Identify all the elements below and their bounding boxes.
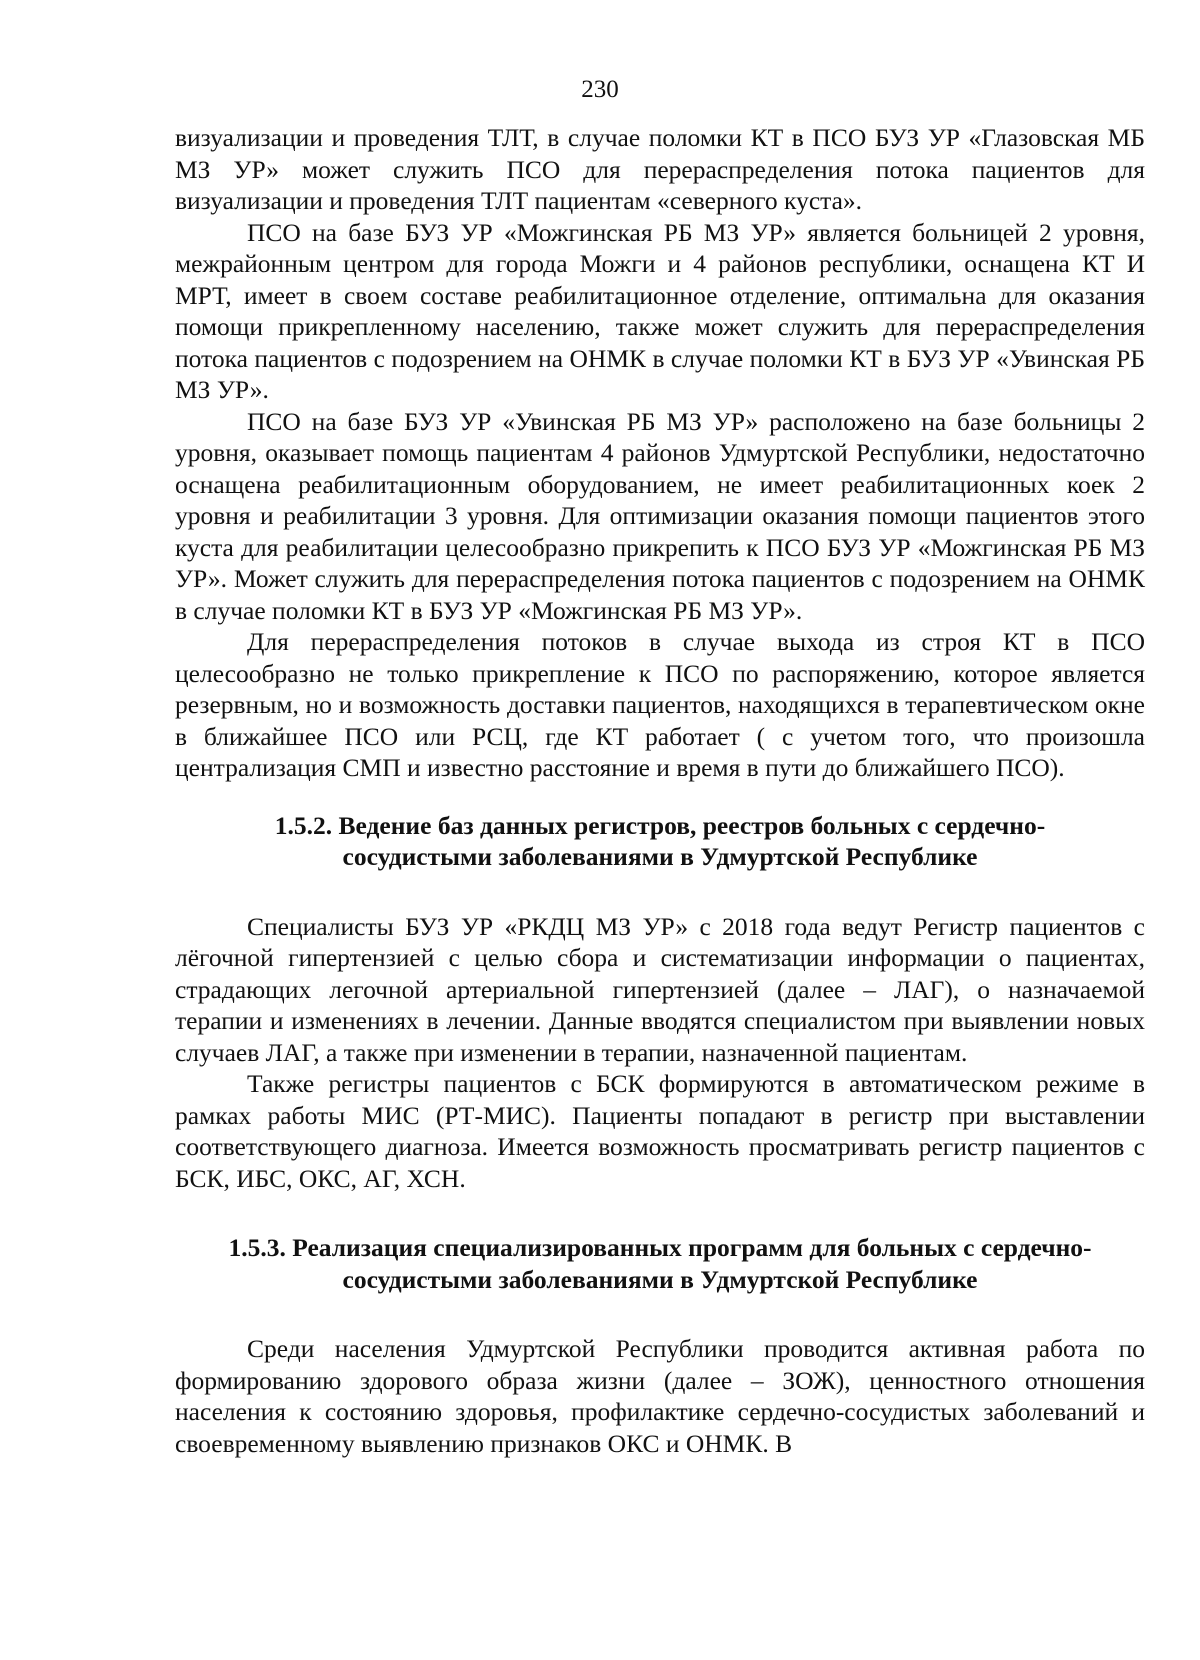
paragraph-ct-redistribution: Для перераспределения потоков в случае выхода из строя КТ в ПСО целесообразно не только прикрепление к ПСО по распоряжению, которое является резервным, но и возможность доставки пациентов, находящихся в терапевтическом окне в ближайшее ПСО или РСЦ, где КТ работает ( с учетом того, что произошла централизация СМП и известно расстояние и время в пути до ближайшего ПСО). (175, 627, 1145, 782)
paragraph-bsk-registry: Также регистры пациентов с БСК формируются в автоматическом режиме в рамках работы МИС (РТ-МИС). Пациенты попадают в регистр при выставлении соответствующего диагноза. Имеется возможность просматривать регистр пациентов с БСК, ИБС, ОКС, АГ, ХСН. (175, 1069, 1145, 1193)
section-heading-1-5-2 (175, 810, 1145, 873)
paragraph-healthy-lifestyle: Среди населения Удмуртской Республики проводится активная работа по формированию здорового образа жизни (далее – ЗОЖ), ценностного отношения населения к состоянию здоровья, профилактике сердечно-сосудистых заболеваний и своевременному выявлению признаков ОКС и ОНМК. В (175, 1334, 1145, 1458)
page-number: 230 (581, 76, 619, 103)
heading-line: 1.5.2. Ведение баз данных регистров, реестров больных с сердечно- (274, 810, 1046, 840)
paragraph-lag-registry: Специалисты БУЗ УР «РКДЦ МЗ УР» с 2018 года ведут Регистр пациентов с лёгочной гипертензией с целью сбора и систематизации информации о пациентах, страдающих легочной артериальной гипертензией (далее – ЛАГ), о назначаемой терапии и изменениях в лечении. Данные вводятся специалистом при выявлении новых случаев ЛАГ, а также при изменении в терапии, назначенной пациентам. (175, 911, 1145, 1067)
paragraph-mozhga-pso: ПСО на базе БУЗ УР «Можгинская РБ МЗ УР» является больницей 2 уровня, межрайонным центром для города Можги и 4 районов республики, оснащена КТ И МРТ, имеет в своем составе реабилитационное отделение, оптимальна для оказания помощи прикрепленному населению, также может служить для перераспределения потока пациентов с подозрением на ОНМК в случае поломки КТ в БУЗ УР «Увинская РБ МЗ УР». (175, 217, 1145, 404)
heading-line: сосудистыми заболеваниями в Удмуртской Республике (342, 1264, 978, 1294)
heading-line: 1.5.3. Реализация специализированных программ для больных с сердечно- (228, 1233, 1092, 1262)
document-body (175, 122, 1145, 1459)
section-heading-1-5-3 (175, 1232, 1145, 1295)
paragraph-continuation: визуализации и проведения ТЛТ, в случае поломки КТ в ПСО БУЗ УР «Глазовская МБ МЗ УР» может служить ПСО для перераспределения потока пациентов для визуализации и проведения ТЛТ пациентам «северного куста». (175, 123, 1145, 215)
heading-line: сосудистыми заболеваниями в Удмуртской Республике (342, 842, 978, 871)
paragraph-uva-pso: ПСО на базе БУЗ УР «Увинская РБ МЗ УР» расположено на базе больницы 2 уровня, оказывает помощь пациентам 4 районов Удмуртской Республики, недостаточно оснащена реабилитационным оборудованием, не имеет реабилитационных коек 2 уровня и реабилитации 3 уровня. Для оптимизации оказания помощи пациентов этого куста для реабилитации целесообразно прикрепить к ПСО БУЗ УР «Можгинская РБ МЗ УР». Может служить для перераспределения потока пациентов с подозрением на ОНМК в случае поломки КТ в БУЗ УР «Можгинская РБ МЗ УР». (175, 406, 1145, 625)
